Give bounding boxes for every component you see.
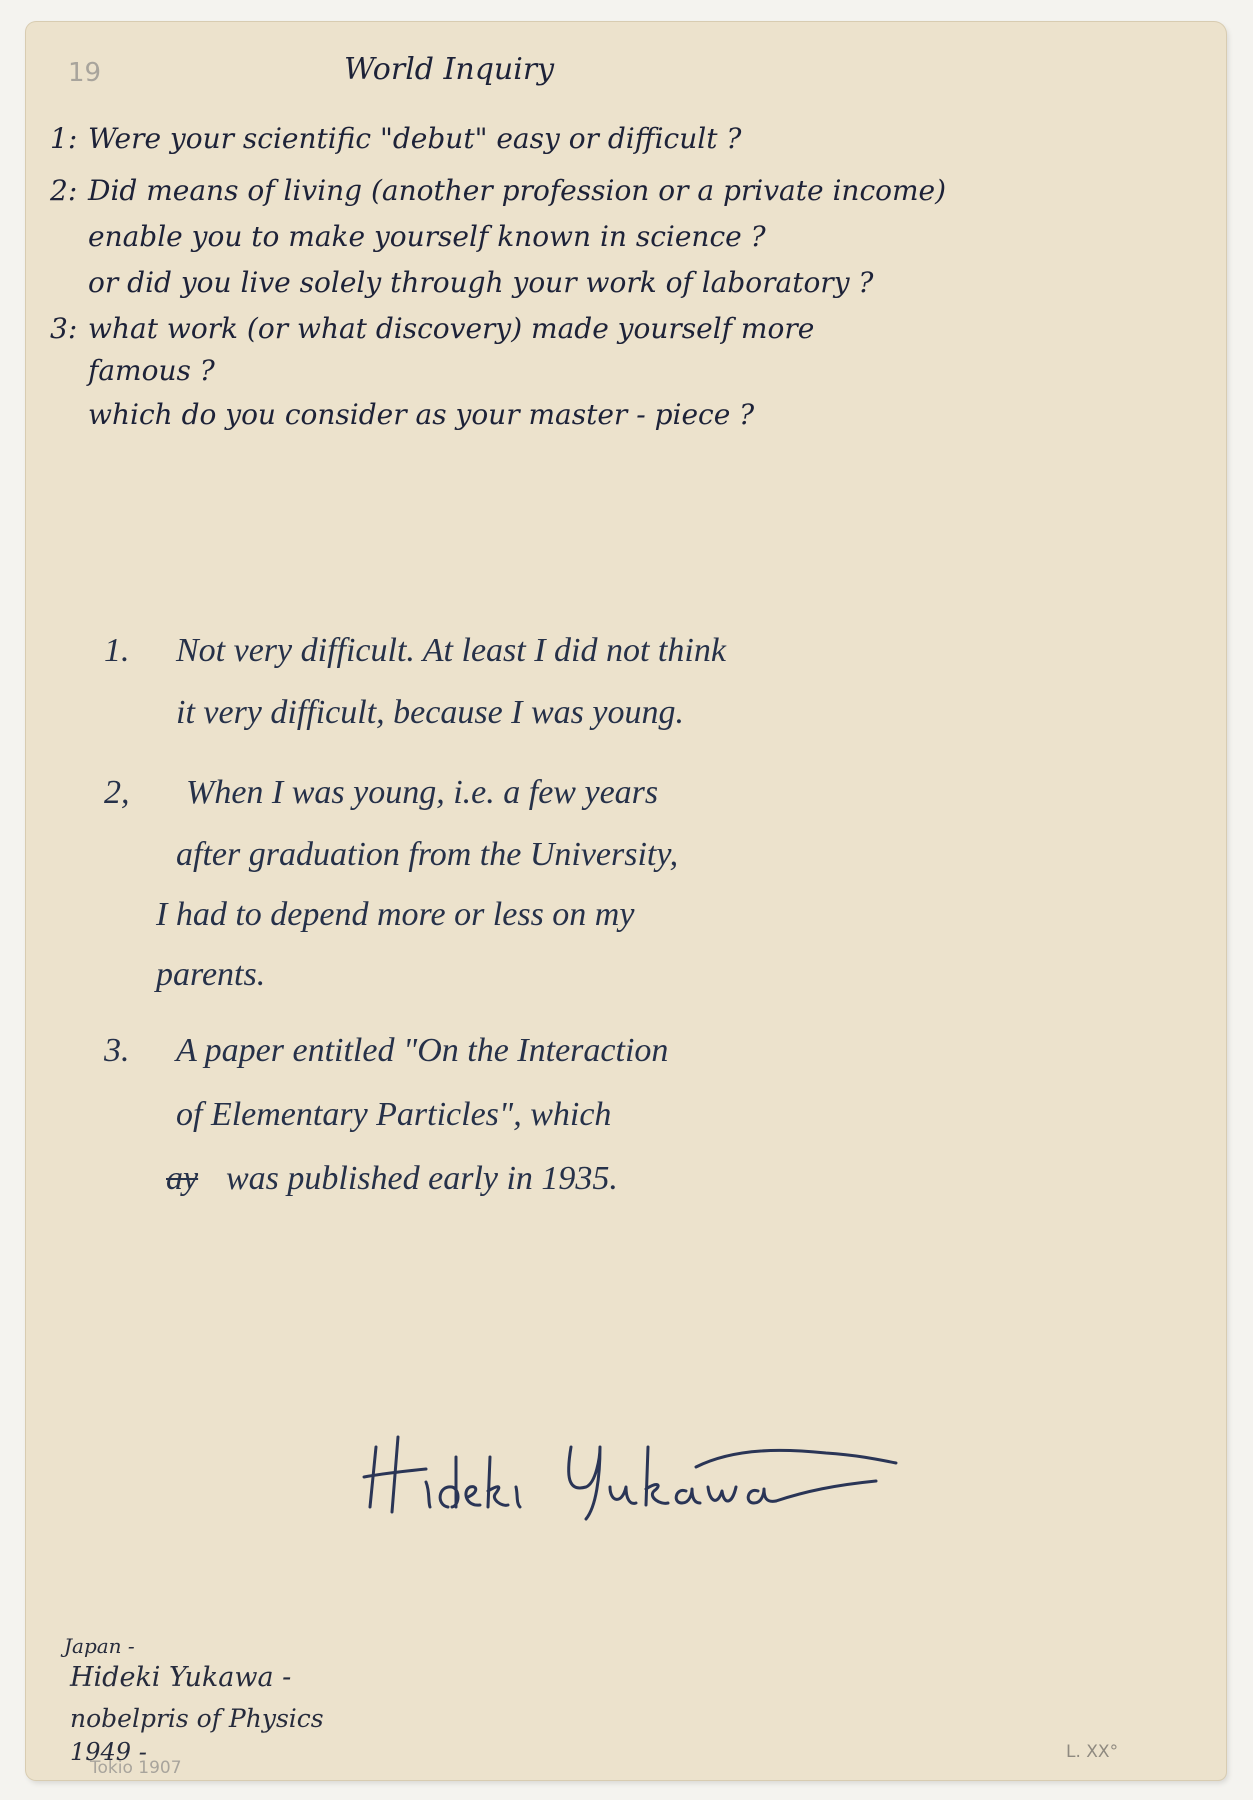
question-line: what work (or what discovery) made yourself more [88,312,815,345]
question-line: which do you consider as your master - piece ? [88,398,755,431]
answer-line: it very difficult, because I was young. [176,694,684,731]
question-line: Were your scientific "debut" easy or difficult ? [88,122,742,155]
question-line: or did you live solely through your work of laboratory ? [88,266,874,299]
answer-line: after graduation from the University, [176,836,679,873]
question-number: 2: [50,174,78,207]
page-number: 19 [68,58,102,88]
signature-image [356,1407,916,1527]
struck-word: ay [166,1160,199,1197]
question-number: 3: [50,312,78,345]
footer-name: Hideki Yukawa - [70,1662,292,1693]
footer-year: 1949 - [70,1738,147,1766]
question-line: enable you to make yourself known in science ? [88,220,766,253]
answer-line: was published early in 1935. [226,1160,618,1197]
answer-line: When I was young, i.e. a few years [186,774,659,811]
answer-line: I had to depend more or less on my [156,896,635,933]
question-line: Did means of living (another profession or a private income) [88,174,947,207]
answer-line: of Elementary Particles", which [176,1096,612,1133]
footer-prize: nobelpris of Physics [70,1704,324,1733]
answer-line: A paper entitled "On the Interaction [176,1032,669,1069]
footer-country: Japan - [64,1634,135,1658]
archive-mark: L. XX° [1066,1742,1119,1762]
manuscript-sheet [26,22,1226,1780]
answer-number: 1. [104,632,130,669]
answer-line: Not very difficult. At least I did not think [176,632,726,669]
question-number: 1: [50,122,78,155]
answer-number: 3. [104,1032,130,1069]
answer-line: parents. [156,956,266,993]
answer-number: 2, [104,774,130,811]
pencil-note: Tokio 1907 [90,1758,182,1778]
page-title: World Inquiry [344,52,555,87]
question-line: famous ? [88,354,215,387]
signature-text: Hideki Yukawa [356,1407,364,1408]
